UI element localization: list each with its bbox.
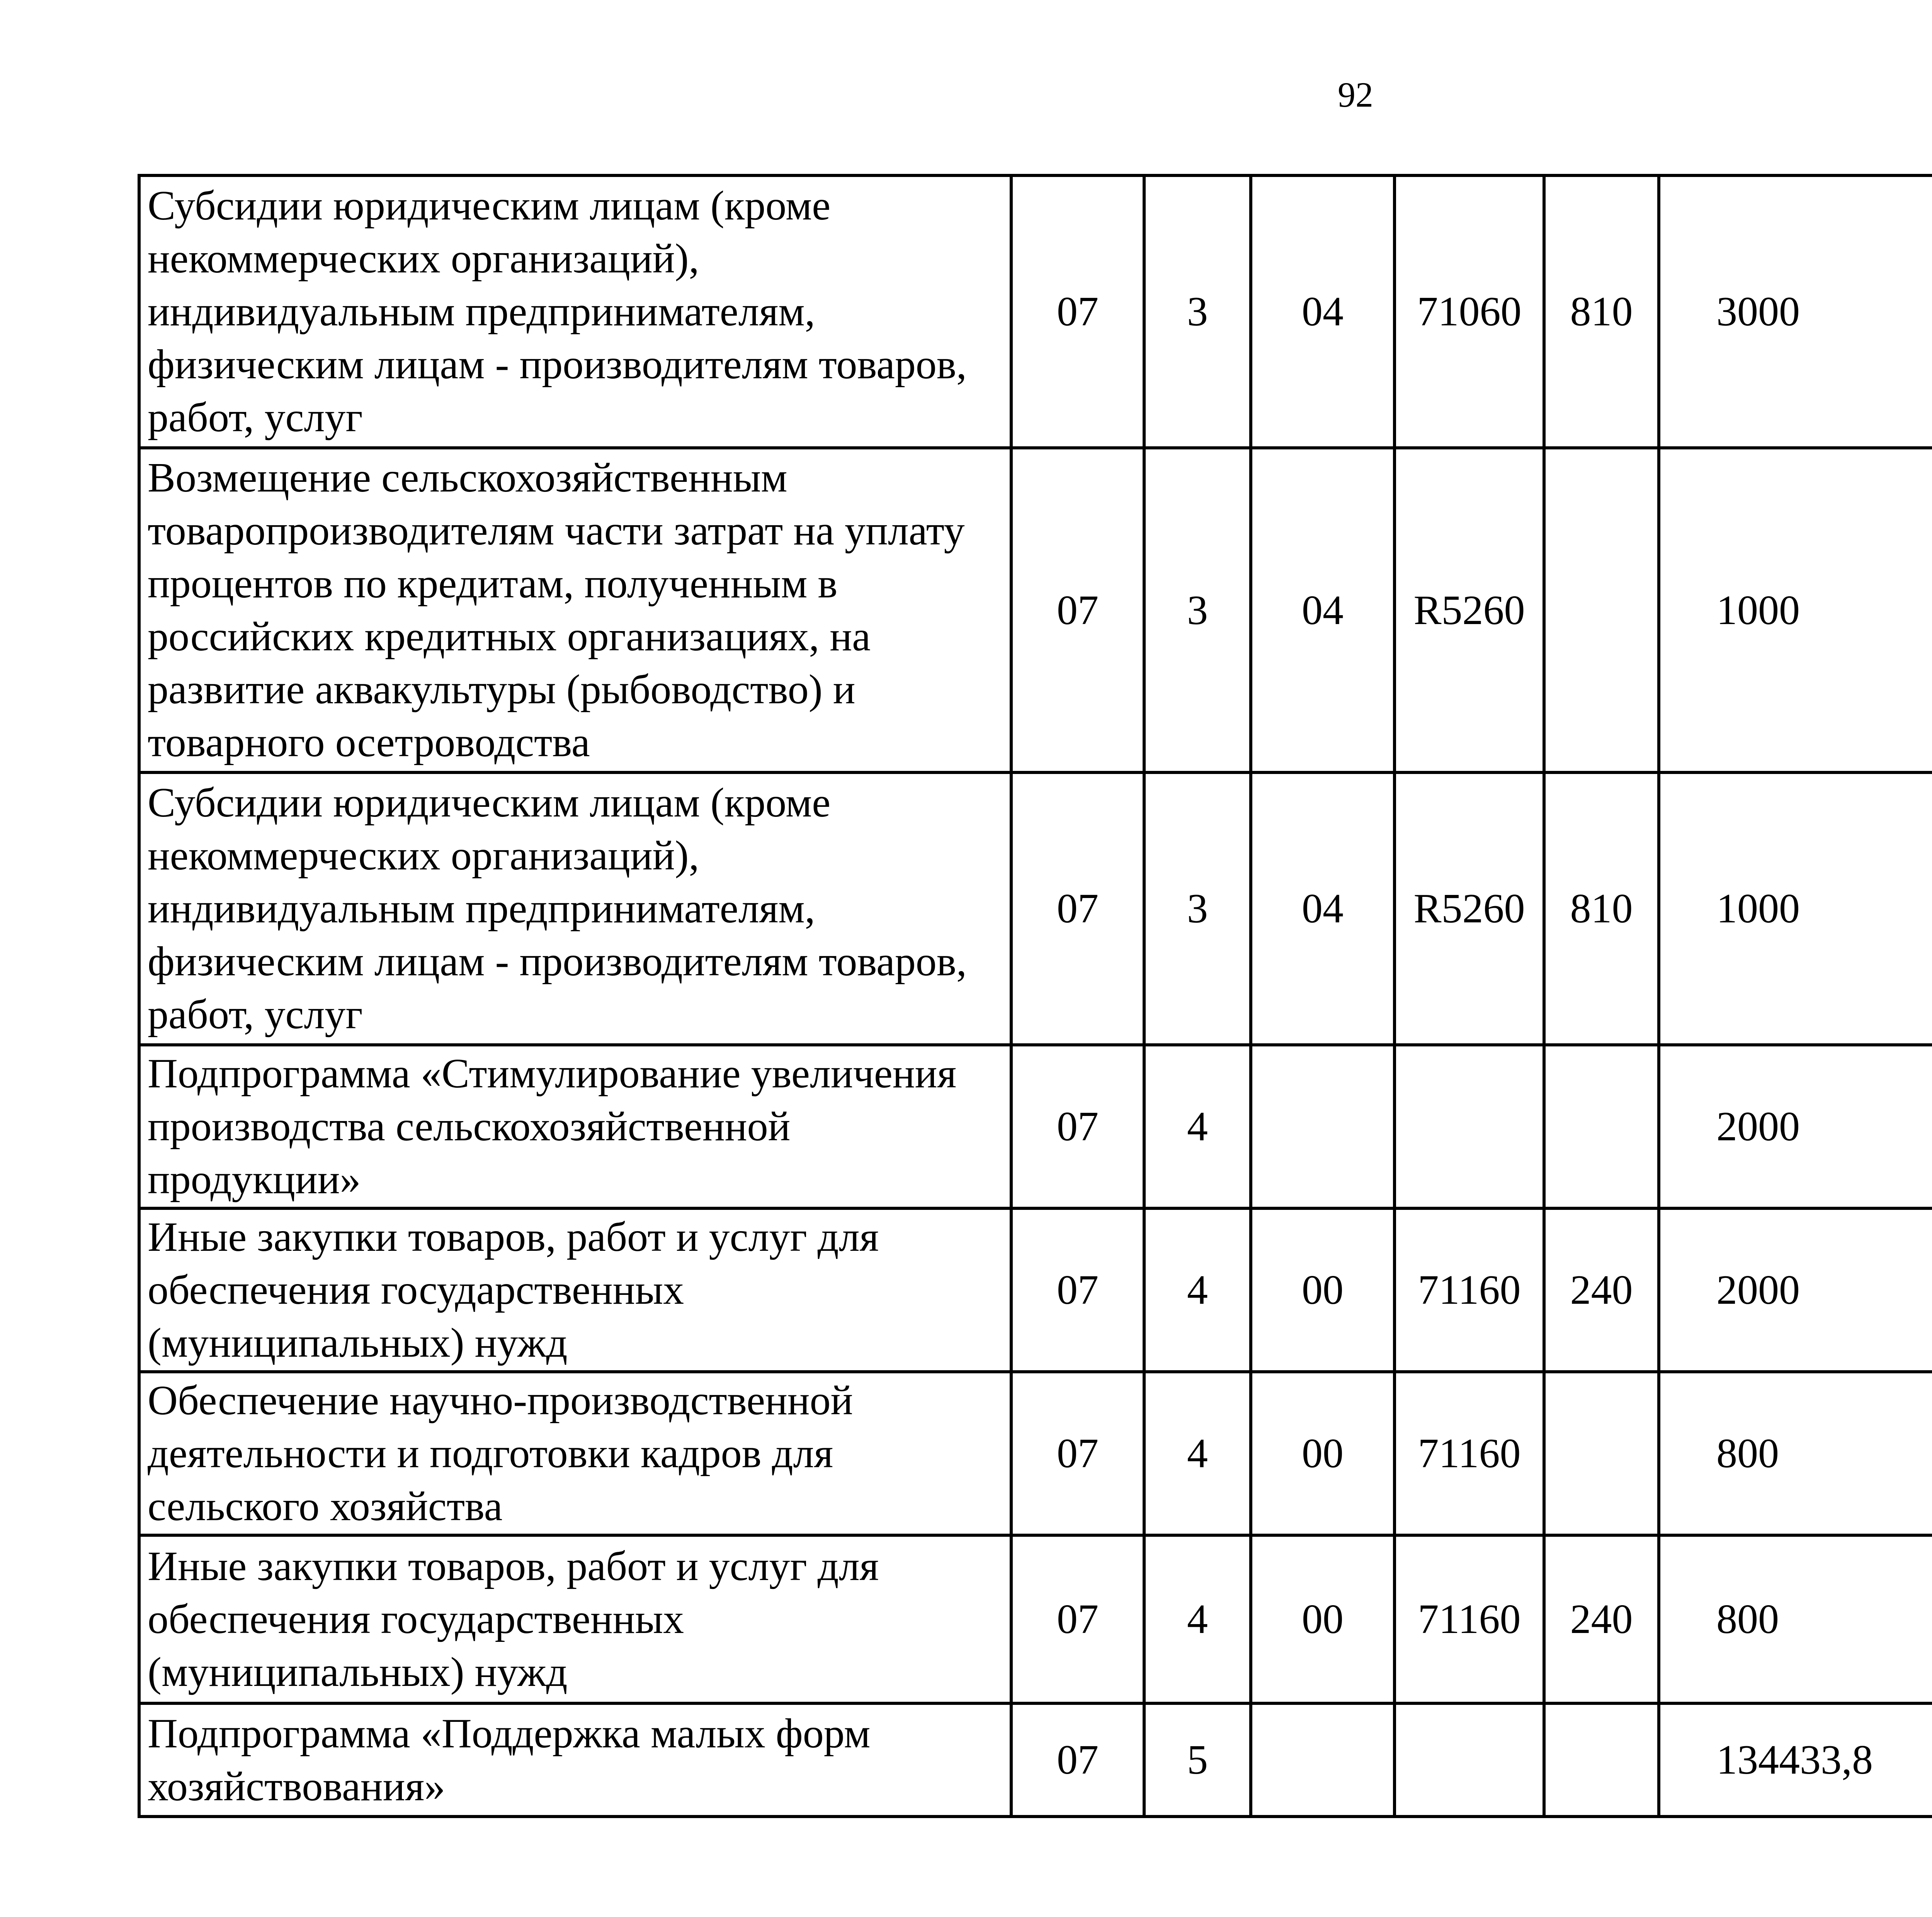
- row-description: Возмещение сельскохозяйственным товаропроизводителям части затрат на уплату процентов по кредитам, полученным в российских кредитных организациях, на развитие аквакультуры (рыбоводство) и товарного осетроводства: [139, 448, 1011, 772]
- table-row: [139, 1208, 1932, 1372]
- subprogram-code: 00: [1251, 1372, 1395, 1535]
- table-row: [139, 1372, 1932, 1535]
- row-description: Подпрограмма «Стимулирование увеличения производства сельскохозяйственной продукции»: [139, 1045, 1011, 1208]
- amount-year-1: 3000: [1659, 175, 1932, 448]
- table-row: [139, 1535, 1932, 1703]
- direction-code: [1395, 1703, 1544, 1817]
- amount-year-1: 1000: [1659, 772, 1932, 1045]
- row-description: Подпрограмма «Поддержка малых форм хозяйствования»: [139, 1703, 1011, 1817]
- table-row: [139, 772, 1932, 1045]
- direction-code: [1395, 1045, 1544, 1208]
- program-code: 3: [1144, 175, 1251, 448]
- section-code: 07: [1011, 1535, 1144, 1703]
- direction-code: 71160: [1395, 1372, 1544, 1535]
- amount-year-1: 800: [1659, 1535, 1932, 1703]
- section-code: 07: [1011, 1045, 1144, 1208]
- table-row: [139, 448, 1932, 772]
- program-code: 3: [1144, 448, 1251, 772]
- section-code: 07: [1011, 1703, 1144, 1817]
- direction-code: R5260: [1395, 772, 1544, 1045]
- section-code: 07: [1011, 772, 1144, 1045]
- page-number: 92: [1338, 75, 1373, 114]
- expense-type-code: [1544, 1703, 1659, 1817]
- amount-year-1: 800: [1659, 1372, 1932, 1535]
- direction-code: 71060: [1395, 175, 1544, 448]
- subprogram-code: 04: [1251, 448, 1395, 772]
- section-code: 07: [1011, 1208, 1144, 1372]
- budget-table: [138, 174, 1932, 1818]
- direction-code: 71160: [1395, 1208, 1544, 1372]
- amount-year-1: 134433,8: [1659, 1703, 1932, 1817]
- amount-year-1: 1000: [1659, 448, 1932, 772]
- program-code: 5: [1144, 1703, 1251, 1817]
- table-row: [139, 175, 1932, 448]
- expense-type-code: [1544, 1372, 1659, 1535]
- amount-year-1: 2000: [1659, 1045, 1932, 1208]
- subprogram-code: 00: [1251, 1535, 1395, 1703]
- section-code: 07: [1011, 448, 1144, 772]
- expense-type-code: 240: [1544, 1208, 1659, 1372]
- subprogram-code: 04: [1251, 772, 1395, 1045]
- subprogram-code: 00: [1251, 1208, 1395, 1372]
- program-code: 4: [1144, 1372, 1251, 1535]
- direction-code: R5260: [1395, 448, 1544, 772]
- program-code: 3: [1144, 772, 1251, 1045]
- row-description: Субсидии юридическим лицам (кроме некоммерческих организаций), индивидуальным предпринимателям, физическим лицам - производителям товаров, работ, услуг: [139, 175, 1011, 448]
- row-description: Иные закупки товаров, работ и услуг для обеспечения государственных (муниципальных) нужд: [139, 1535, 1011, 1703]
- expense-type-code: [1544, 1045, 1659, 1208]
- table-row: [139, 1703, 1932, 1817]
- table-row: [139, 1045, 1932, 1208]
- row-description: Иные закупки товаров, работ и услуг для обеспечения государственных (муниципальных) нужд: [139, 1208, 1011, 1372]
- expense-type-code: 810: [1544, 175, 1659, 448]
- expense-type-code: [1544, 448, 1659, 772]
- program-code: 4: [1144, 1535, 1251, 1703]
- program-code: 4: [1144, 1208, 1251, 1372]
- row-description: Субсидии юридическим лицам (кроме некоммерческих организаций), индивидуальным предпринимателям, физическим лицам - производителям товаров, работ, услуг: [139, 772, 1011, 1045]
- section-code: 07: [1011, 175, 1144, 448]
- section-code: 07: [1011, 1372, 1144, 1535]
- amount-year-1: 2000: [1659, 1208, 1932, 1372]
- row-description: Обеспечение научно-производственной деятельности и подготовки кадров для сельского хозяйства: [139, 1372, 1011, 1535]
- expense-type-code: 810: [1544, 772, 1659, 1045]
- expense-type-code: 240: [1544, 1535, 1659, 1703]
- program-code: 4: [1144, 1045, 1251, 1208]
- subprogram-code: 04: [1251, 175, 1395, 448]
- subprogram-code: [1251, 1045, 1395, 1208]
- direction-code: 71160: [1395, 1535, 1544, 1703]
- subprogram-code: [1251, 1703, 1395, 1817]
